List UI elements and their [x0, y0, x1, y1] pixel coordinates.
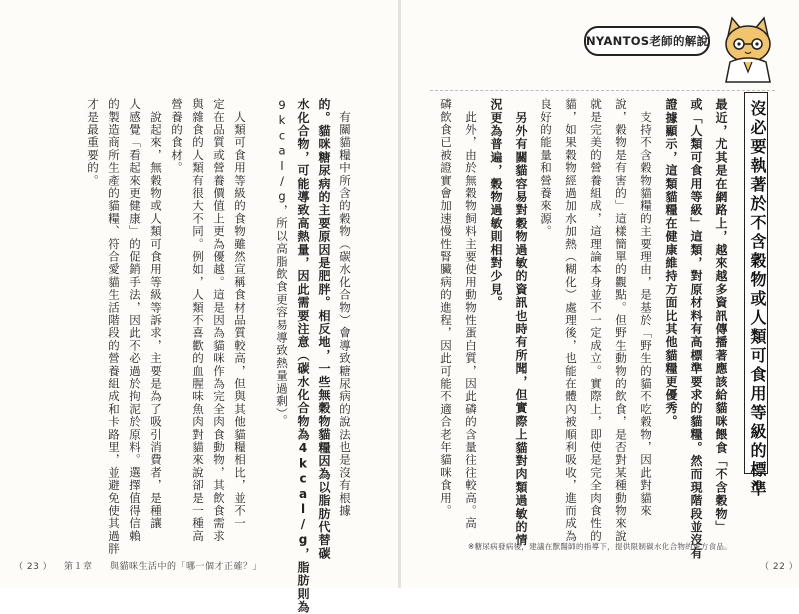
cat-teacher-illustration — [714, 14, 782, 84]
left_page-text-column: 定在品質或營養價值上更為優越。這是因為貓咪作為完全肉食動物，其飲食需求 — [212, 98, 226, 543]
right_page-text-column: 此外，由於無穀物飼料主要使用動物性蛋白質，因此磷的含量往往較高。高 — [464, 98, 478, 530]
page-number-right: （ 22 ） — [760, 562, 799, 572]
left_page-text-column: 的。貓咪糖尿病的主要原因是肥胖。相反地，一些無穀物貓糧因為以脂肪代替碳 — [317, 98, 331, 560]
left_page-text-column: 的製造商所生產的貓糧、符合愛貓生活階段的營養組成和卡路里，並避免使其過胖 — [107, 98, 121, 556]
right_page-text-column: 說，穀物是有害的」這樣簡單的觀點。但野生動物的飲食，是否對某種動物來說 — [614, 98, 628, 543]
section-badge: NYANTOS老師的解說 — [584, 26, 710, 56]
left_page-text-column: 才是最重要的。 — [86, 98, 100, 187]
section-heading: 沒必要執著於不含穀物或人類可食用等級的標準 — [748, 100, 767, 499]
right_page-text-column: 磷飲食已被證實會加速慢性腎臟病的進程，因此可能不適合老年貓咪食用。 — [439, 98, 453, 518]
left_page-text-column: 人感覺「看起來更健康」的促銷手法，因此不必過於拘泥於原料。選擇值得信賴 — [128, 98, 142, 543]
right_page-text-column: 證據顯示，這類貓糧在健康維持方面比其他貓糧更優秀。 — [664, 98, 678, 428]
left_page-text-column: 9kcal/g，所以高脂飲食更容易導致熱量過剩）。 — [275, 98, 289, 428]
right_page-text-column: 良好的能量和營養來源。 — [539, 98, 553, 238]
right_page-text-column: 況更為普遍，穀物過敏則相對少見。 — [489, 98, 503, 310]
right_page-text-column: 最近，尤其是在網路上，越來越多資訊傳播著應該給貓咪餵食「不含穀物」 — [714, 98, 728, 534]
left_page-text-column: 水化合物，可能導致高熱量，因此需要注意（碳水化合物為4kcal/g，脂肪則為 — [296, 98, 310, 614]
page-number-left: （ 23 ） — [14, 562, 53, 572]
left_page-text-column: 有關貓糧中所含的穀物（碳水化合物）會導致糖尿病的說法也是沒有根據 — [338, 98, 352, 518]
left_page-text-column: 說起來，無穀物或人類可食用等級等訴求，主要是為了吸引消費者，是種讓 — [149, 98, 163, 530]
footnote: ※糖尿病發病後，建議在獸醫師的指導下，提供限制碳水化合物的處方食品。 — [468, 542, 732, 551]
right_page-text-column: 貓，如果穀物經過加水加熱（糊化）處理後，也能在體內被順利吸收，進而成為 — [564, 98, 578, 543]
chapter-title: 與貓咪生活中的「哪一個才正確？」 — [110, 562, 263, 572]
chapter-label: 第１章 — [64, 562, 93, 572]
left_page-text-column: 與雜食的人類有很大不同。例如，人類不喜歡的血腥味魚肉對貓來說卻是一種高 — [191, 98, 205, 543]
left_page-text-column: 營養的食材。 — [170, 98, 184, 175]
left_page-text-column: 人類可食用等級的食物雖然宣稱食材品質較高，但與其他貓糧相比，並不一 — [233, 98, 247, 530]
right_page-text-column: 支持不含穀物貓糧的主要理由，是基於「野生的貓不吃穀物，因此對貓來 — [639, 98, 653, 518]
header-divider — [430, 90, 775, 91]
right_page-text-column: 就是完美的營養組成，這理論本身並不一定成立。實際上，即使是完全肉食性的 — [589, 98, 603, 543]
right_page-text-column: 或「人類可食用等級」這類，對原材料有高標準要求的貓糧。然而現階段並沒有 — [689, 98, 703, 560]
right_page-text-column: 另外有關貓容易對穀物過敏的資訊也時有所聞，但實際上貓對肉類過敏的情 — [514, 98, 528, 547]
